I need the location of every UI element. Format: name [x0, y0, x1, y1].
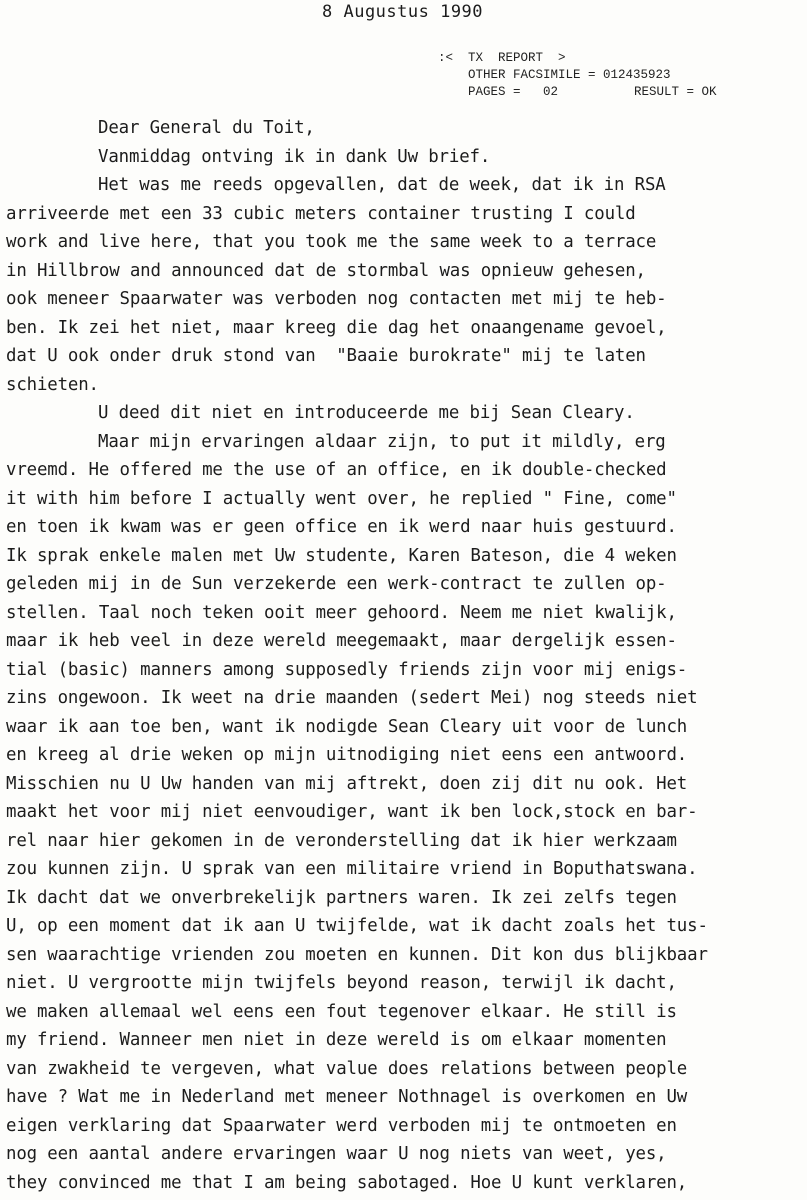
letter-line: sen waarachtige vrienden zou moeten en kunnen. Dit kon dus blijkbaar — [6, 944, 708, 965]
letter-line: schieten. — [6, 374, 99, 395]
letter-line: it with him before I actually went over, he replied " Fine, come" — [6, 488, 677, 509]
letter-line: stellen. Taal noch teken ooit meer gehoord. Neem me niet kwalijk, — [6, 602, 677, 623]
letter-line: we maken allemaal wel eens een fout tegenover elkaar. He still is — [6, 1001, 677, 1022]
letter-line: arriveerde met een 33 cubic meters container trusting I could — [6, 203, 636, 224]
letter-line: tial (basic) manners among supposedly friends zijn voor mij enigs- — [6, 659, 688, 680]
fax-other-facsimile: OTHER FACSIMILE = 012435923 — [468, 68, 671, 82]
letter-line: en kreeg al drie weken op mijn uitnodiging niet eens een antwoord. — [6, 745, 688, 765]
letter-date: 8 Augustus 1990 — [322, 2, 484, 22]
letter-line: U, op een moment dat ik aan U twijfelde, wat ik dacht zoals het tus- — [6, 916, 708, 936]
letter-line: niet. U vergrootte mijn twijfels beyond reason, terwijl ik dacht, — [6, 973, 677, 993]
fax-pages: PAGES = 02 — [468, 85, 559, 99]
letter-line: Ik sprak enkele malen met Uw studente, Karen Bateson, die 4 weken — [6, 545, 677, 566]
fax-tx-report-stamp — [438, 50, 717, 101]
letter-line: eigen verklaring dat Spaarwater werd verboden mij te ontmoeten en — [6, 1115, 677, 1136]
letter-line: Het was me reeds opgevallen, dat de week, dat ik in RSA — [98, 175, 666, 195]
fax-result: RESULT = OK — [634, 85, 717, 99]
letter-line: zou kunnen zijn. U sprak van een militaire vriend in Boputhatswana. — [6, 859, 698, 879]
letter-line: Ik dacht dat we onverbrekelijk partners waren. Ik zei zelfs tegen — [6, 887, 677, 908]
letter-line: waar ik aan toe ben, want ik nodigde Sean Cleary uit voor de lunch — [6, 716, 688, 737]
letter-line: nog een aantal andere ervaringen waar U nog niets van weet, yes, — [6, 1144, 667, 1164]
letter-line: zins ongewoon. Ik weet na drie maanden (sedert Mei) nog steeds niet — [6, 688, 698, 708]
letter-line: have ? Wat me in Nederland met meneer Nothnagel is overkomen en Uw — [6, 1087, 688, 1107]
letter-line: van zwakheid te vergeven, what value does relations between people — [6, 1058, 688, 1079]
letter-line: en toen ik kwam was er geen office en ik werd naar huis gestuurd. — [6, 517, 677, 537]
letter-line: rel naar hier gekomen in de veronderstelling dat ik hier werkzaam — [6, 830, 677, 851]
fax-report-header: :< TX REPORT > — [438, 51, 566, 65]
letter-line: maar ik heb veel in deze wereld meegemaakt, maar dergelijk essen- — [6, 631, 677, 651]
letter-line: ben. Ik zei het niet, maar kreeg die dag het onaangename gevoel, — [6, 317, 667, 338]
letter-body — [6, 114, 806, 1197]
letter-line: they convinced me that I am being sabotaged. Hoe U kunt verklaren, — [6, 1172, 688, 1193]
letter-line: my friend. Wanneer men niet in deze wereld is om elkaar momenten — [6, 1030, 667, 1050]
letter-line: Misschien nu U Uw handen van mij aftrekt, doen zij dit nu ook. Het — [6, 773, 688, 794]
letter-line: dat U ook onder druk stond van "Baaie burokrate" mij te laten — [6, 346, 646, 366]
letter-line: ook meneer Spaarwater was verboden nog contacten met mij te heb- — [6, 289, 667, 309]
letter-line: work and live here, that you took me the same week to a terrace — [6, 232, 657, 252]
letter-line: vreemd. He offered me the use of an office, en ik double-checked — [6, 460, 667, 480]
letter-line: Vanmiddag ontving ik in dank Uw brief. — [98, 146, 491, 167]
letter-line: U deed dit niet en introduceerde me bij Sean Cleary. — [98, 403, 635, 423]
letter-line: Maar mijn ervaringen aldaar zijn, to put it mildly, erg — [98, 431, 666, 452]
letter-line: in Hillbrow and announced dat de stormbal was opnieuw gehesen, — [6, 260, 646, 281]
greeting: Dear General du Toit, — [98, 118, 315, 138]
letter-line: geleden mij in de Sun verzekerde een werk-contract te zullen op- — [6, 574, 667, 594]
letter-line: maakt het voor mij niet eenvoudiger, want ik ben lock,stock en bar- — [6, 802, 698, 822]
